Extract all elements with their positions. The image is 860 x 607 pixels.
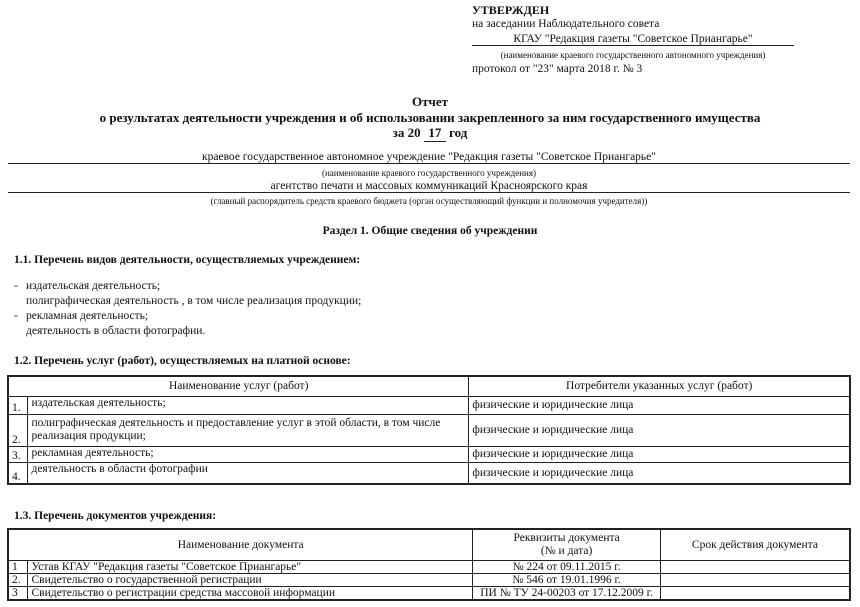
institution-name: краевое государственное автономное учреждение "Редакция газеты "Советское Приангарье" — [8, 151, 850, 164]
docs-header-term: Срок действия документа — [660, 529, 850, 560]
doc-num: 2. — [8, 573, 28, 586]
year-value: 17 — [424, 125, 446, 142]
table-row — [8, 396, 850, 414]
activity-item: рекламная деятельность; — [26, 310, 149, 322]
service-name-line: реализация продукции; — [31, 430, 146, 442]
activity-item: издательская деятельность; — [26, 280, 161, 292]
service-consumers: физические и юридические лица — [469, 462, 850, 484]
activity-bullet-1: - — [14, 280, 18, 292]
service-name-line: полиграфическая деятельность и предоставление услуг в этой области, в том числе — [31, 417, 441, 429]
institution-manager: агентство печати и массовых коммуникаций Красноярского края — [8, 180, 850, 193]
doc-req: ПИ № ТУ 24-00203 от 17.12.2009 г. — [473, 586, 661, 600]
documents-table — [7, 528, 851, 601]
doc-name: Свидетельство о регистрации средства массовой информации — [28, 586, 473, 600]
services-header-name: Наименование услуг (работ) — [8, 376, 469, 396]
table-row — [8, 462, 850, 484]
service-name — [28, 414, 469, 446]
doc-name: Свидетельство о государственной регистрации — [28, 573, 473, 586]
service-name: издательская деятельность; — [28, 396, 469, 414]
section-1-3-title: 1.3. Перечень документов учреждения: — [14, 510, 217, 522]
service-num: 3. — [8, 446, 28, 462]
docs-header-req-line: Реквизиты документа — [513, 531, 620, 544]
doc-name: Устав КГАУ "Редакция газеты "Советское Приангарье" — [28, 560, 473, 573]
service-consumers: физические и юридические лица — [469, 446, 850, 462]
approval-org: КГАУ "Редакция газеты "Советское Приангарье" — [472, 33, 794, 46]
table-row — [8, 573, 850, 586]
services-header-consumers: Потребители указанных услуг (работ) — [469, 376, 850, 396]
year-suffix: год — [449, 125, 468, 140]
doc-num: 3 — [8, 586, 28, 600]
service-name: деятельность в области фотографии — [28, 462, 469, 484]
activity-item: полиграфическая деятельность , в том числе реализация продукции; — [26, 295, 362, 307]
service-num: 2. — [8, 414, 28, 446]
doc-req: № 546 от 19.01.1996 г. — [473, 573, 661, 586]
report-subtitle: о результатах деятельности учреждения и об использовании закрепленного за ним государственного имущества — [99, 110, 761, 125]
institution-name-caption: (наименование краевого государственного учреждения) — [321, 168, 537, 178]
service-name: рекламная деятельность; — [28, 446, 469, 462]
report-title: Отчет — [412, 94, 448, 109]
section-1-2-title: 1.2. Перечень услуг (работ), осуществляемых на платной основе: — [14, 355, 351, 367]
docs-header-req — [473, 529, 661, 560]
service-consumers: физические и юридические лица — [469, 396, 850, 414]
table-row — [8, 560, 850, 573]
section1-title: Раздел 1. Общие сведения об учреждении — [322, 225, 538, 237]
approval-org-caption: (наименование краевого государственного автономного учреждения) — [500, 50, 766, 60]
activity-item: деятельность в области фотографии. — [26, 325, 206, 337]
doc-num: 1 — [8, 560, 28, 573]
activity-bullet-3: - — [14, 310, 18, 322]
doc-term — [660, 573, 850, 586]
service-num: 1. — [8, 396, 28, 414]
docs-header-req-line: (№ и дата) — [540, 544, 593, 557]
table-row — [8, 586, 850, 600]
year-prefix: за 20 — [392, 125, 421, 140]
approval-line: на заседании Наблюдательного совета — [472, 18, 660, 30]
services-table — [7, 375, 851, 485]
approval-title: УТВЕРЖДЕН — [472, 3, 550, 17]
report-year — [0, 125, 860, 142]
doc-term — [660, 586, 850, 600]
table-row — [8, 414, 850, 446]
service-consumers: физические и юридические лица — [469, 414, 850, 446]
docs-header-name: Наименование документа — [8, 529, 473, 560]
service-num: 4. — [8, 462, 28, 484]
section-1-1-title: 1.1. Перечень видов деятельности, осуществляемых учреждением: — [14, 254, 361, 266]
institution-manager-caption: (главный распорядитель средств краевого бюджета (орган осуществляющий функции и полномочия учредителя)) — [210, 196, 648, 206]
table-row — [8, 446, 850, 462]
approval-protocol: протокол от "23" марта 2018 г. № 3 — [472, 63, 643, 75]
doc-term — [660, 560, 850, 573]
doc-req: № 224 от 09.11.2015 г. — [473, 560, 661, 573]
